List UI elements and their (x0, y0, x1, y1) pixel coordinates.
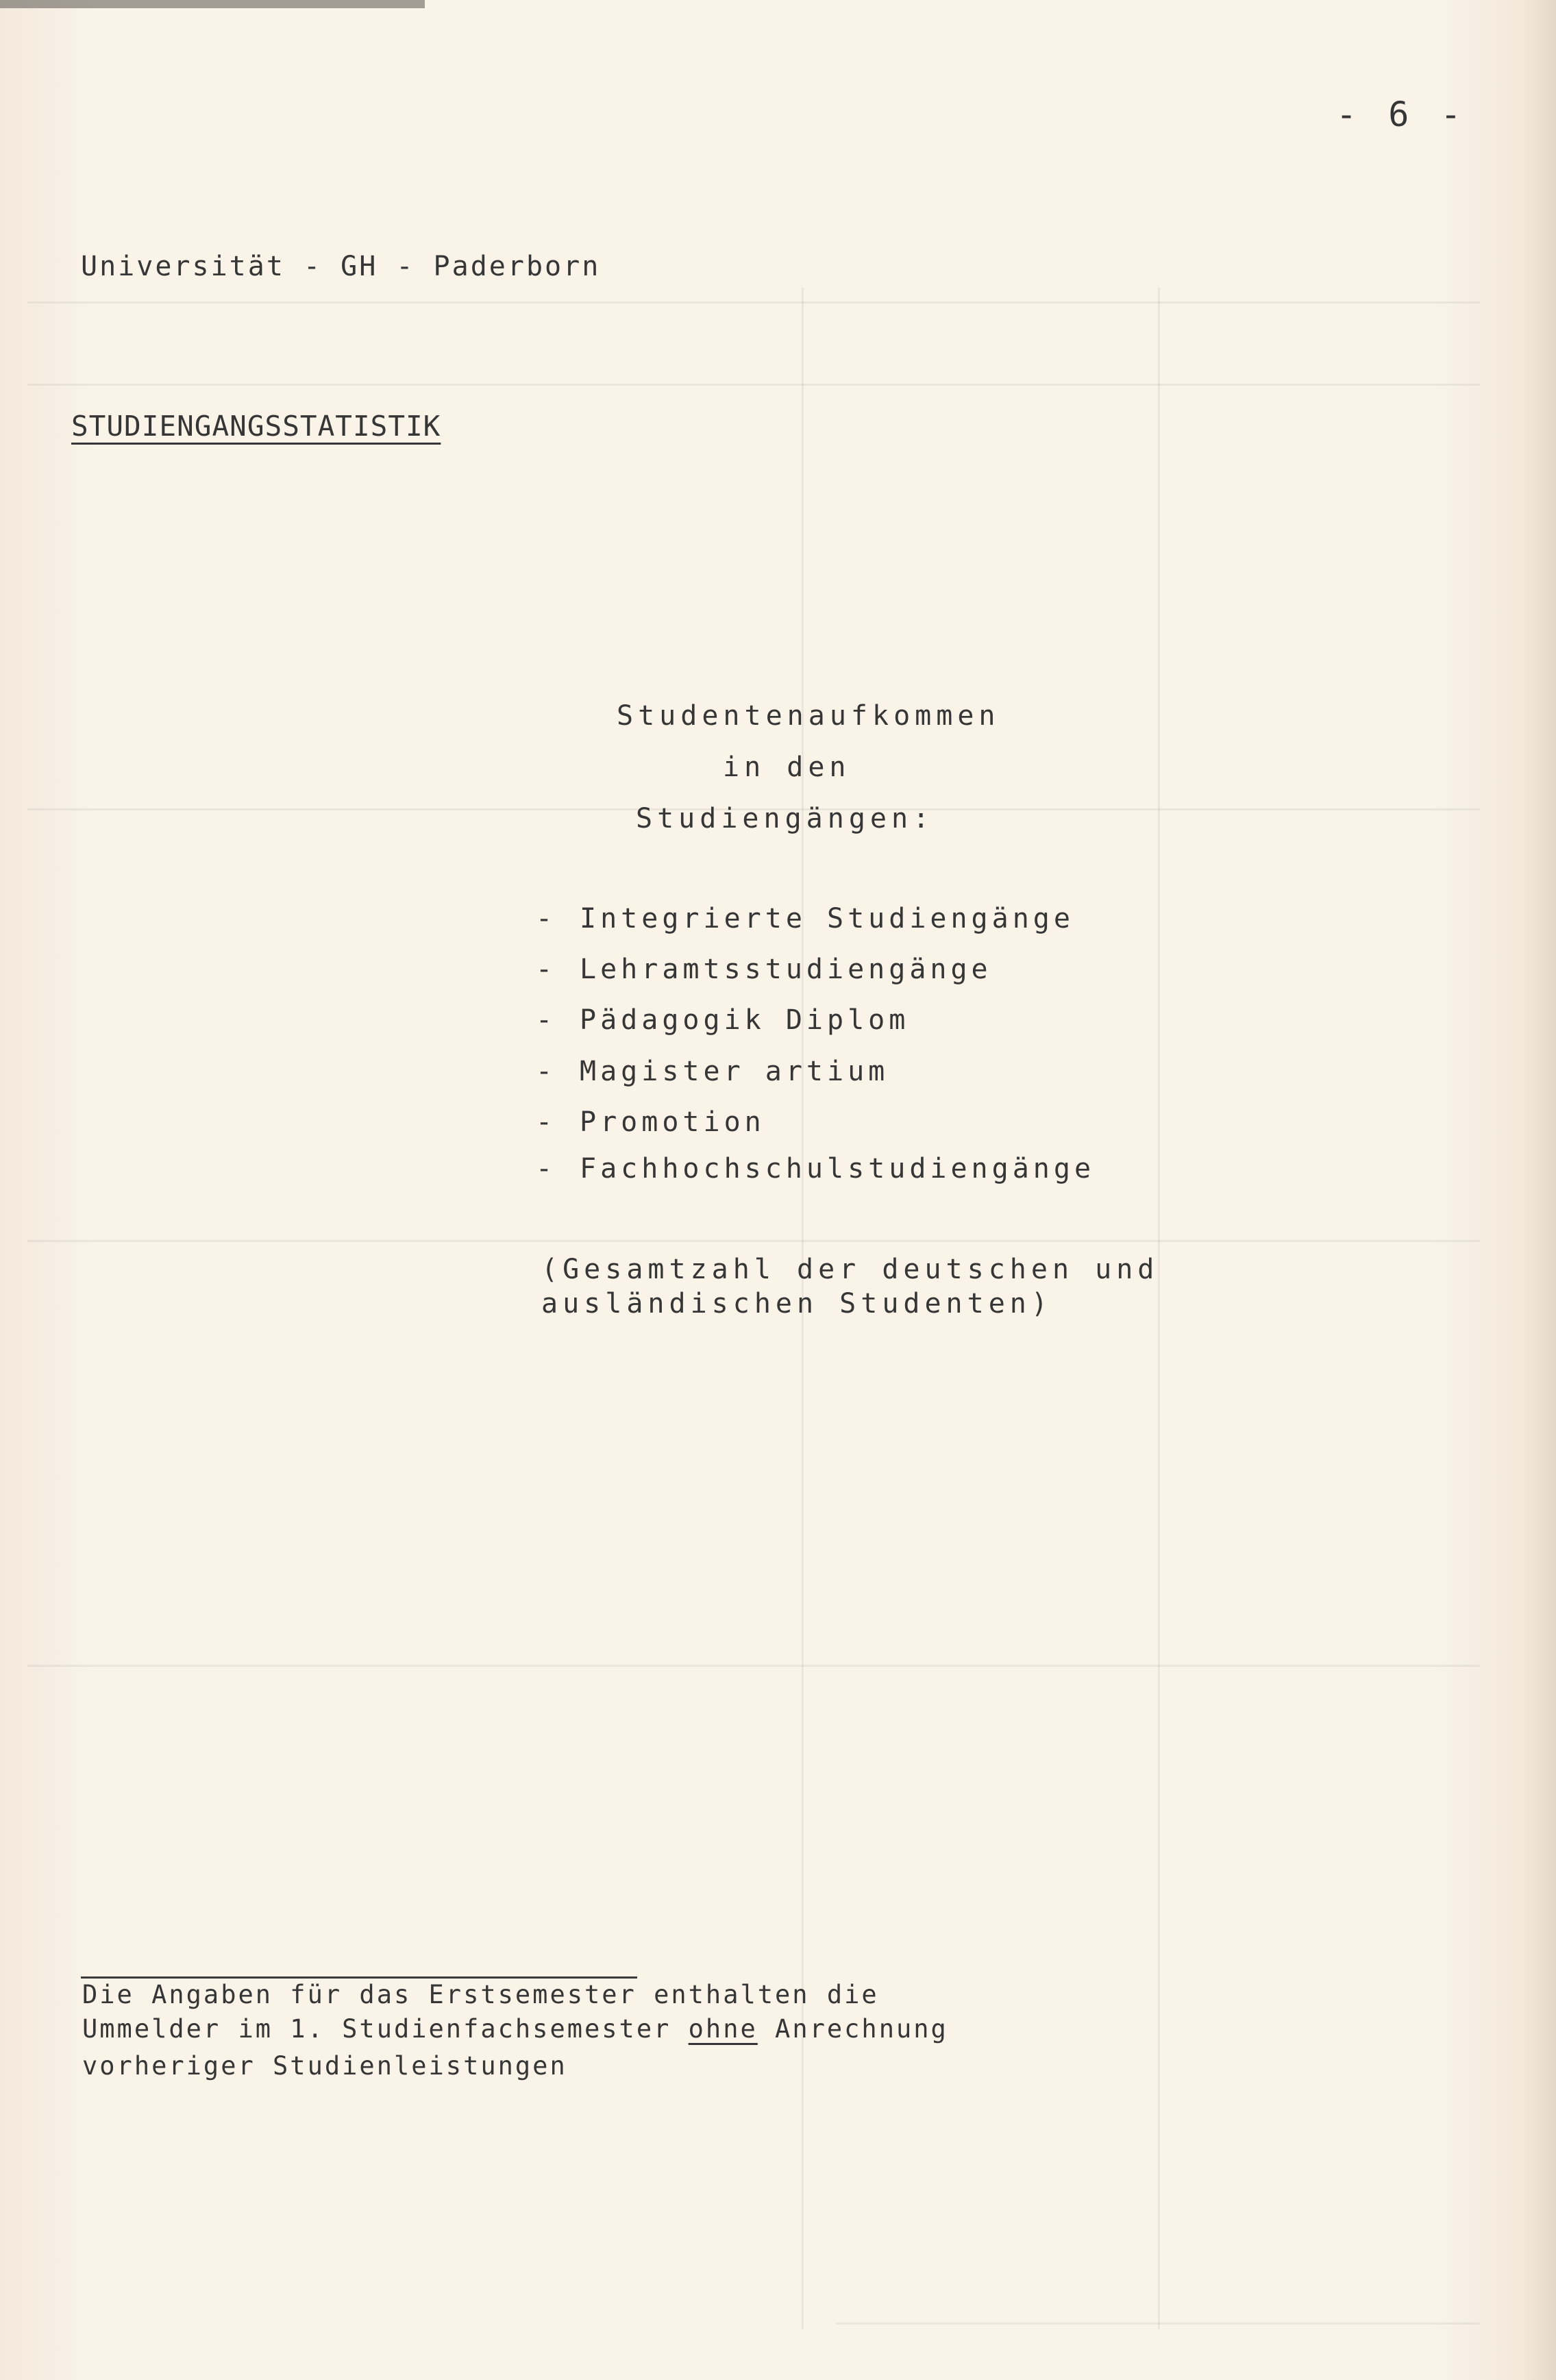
list-item-label: Fachhochschulstudiengänge (580, 1153, 1096, 1185)
footnote-line-2 (82, 2014, 948, 2044)
list-item (536, 903, 1074, 934)
list-dash: - (536, 1106, 557, 1138)
title-line-1: Studentenaufkommen (617, 700, 1000, 732)
list-item (536, 954, 992, 985)
list-item (536, 1004, 909, 1036)
list-dash: - (536, 903, 557, 934)
bleed-through-vline (1158, 288, 1160, 2329)
footnote-line-3: vorheriger Studienleistungen (82, 2051, 567, 2081)
list-dash: - (536, 1004, 557, 1036)
list-item (536, 1056, 889, 1087)
footnote-line-1: Die Angaben für das Erstsemester enthalten die (82, 1980, 879, 2009)
title-line-2: in den (723, 752, 851, 783)
list-item-label: Promotion (580, 1106, 765, 1138)
bleed-through-line (27, 1665, 1480, 1667)
footnote-emphasis: ohne (688, 2014, 758, 2044)
list-item-label: Integrierte Studiengänge (580, 903, 1074, 934)
bleed-through-line (27, 384, 1480, 386)
list-item (536, 1106, 765, 1138)
document-heading: STUDIENGANGSSTATISTIK (71, 410, 441, 443)
list-dash: - (536, 1056, 557, 1087)
list-item (536, 1153, 1095, 1185)
footnote-text: Anrechnung (757, 2014, 948, 2044)
page-edge (1524, 0, 1556, 2380)
bleed-through-line (27, 1240, 1480, 1242)
list-item-label: Lehramtsstudiengänge (580, 954, 992, 985)
institution-name: Universität - GH - Paderborn (81, 251, 601, 282)
scan-shadow (0, 0, 425, 8)
bleed-through-line (27, 301, 1480, 303)
footnote-rule (81, 1976, 637, 1979)
footnote-text: Ummelder im 1. Studienfachsemester (82, 2014, 689, 2044)
list-dash: - (536, 1153, 557, 1185)
list-item-label: Magister artium (580, 1056, 889, 1087)
title-line-3: Studiengängen: (636, 803, 935, 834)
list-dash: - (536, 954, 557, 985)
note-line-2: ausländischen Studenten) (541, 1288, 1052, 1319)
list-item-label: Pädagogik Diplom (580, 1004, 910, 1036)
page-number: - 6 - (1336, 95, 1467, 134)
note-line-1: (Gesamtzahl der deutschen und (541, 1254, 1159, 1285)
